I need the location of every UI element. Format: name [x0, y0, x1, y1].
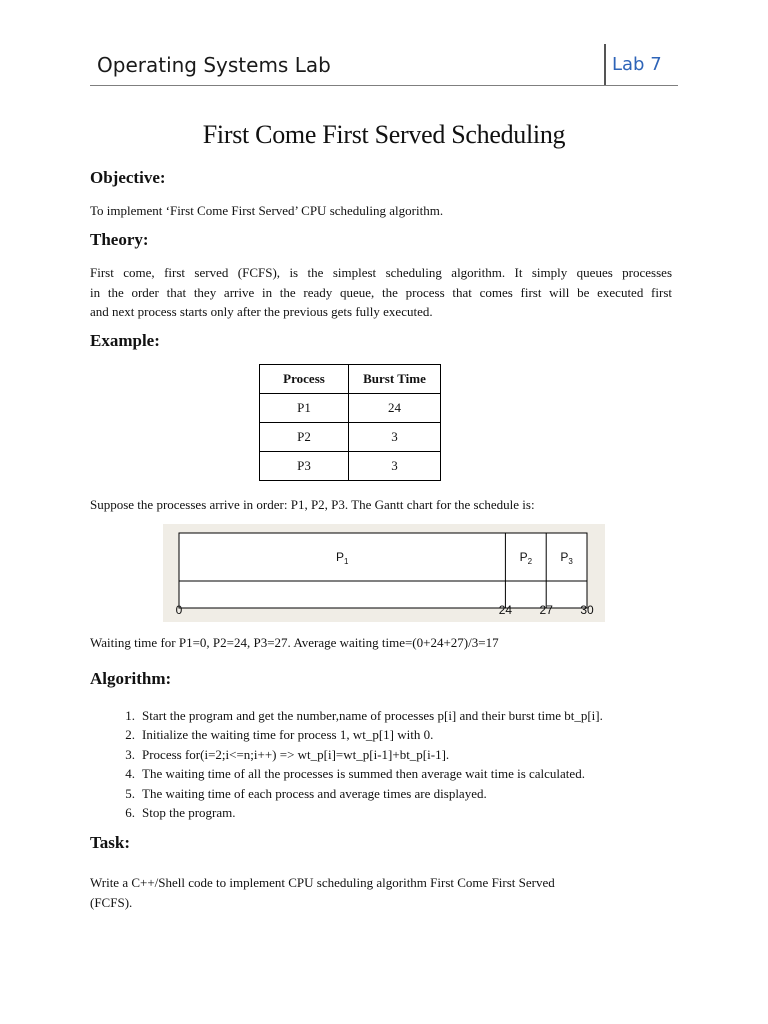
- gantt-segment-label: $P_3$: [560, 550, 573, 566]
- gantt-chart: [163, 524, 605, 622]
- objective-heading: Objective:: [90, 168, 166, 187]
- gantt-tick-label: 0: [175, 603, 183, 617]
- gantt-tick-label: 27: [539, 603, 553, 617]
- algorithm-heading: Algorithm:: [90, 669, 172, 688]
- table-header-row: [260, 365, 441, 394]
- process-cell: P3: [260, 452, 349, 481]
- process-cell: P2: [260, 423, 349, 452]
- task-paragraph: [90, 873, 555, 912]
- list-item: 6. Stop the program.: [125, 804, 236, 820]
- table-row: [260, 394, 441, 423]
- burst-time-table: [259, 364, 441, 481]
- task-line: (FCFS).: [90, 894, 133, 910]
- task-line: Write a C++/Shell code to implement CPU scheduling algorithm First Come First Served: [90, 875, 555, 890]
- list-item: 5. The waiting time of each process and average times are displayed.: [125, 785, 487, 801]
- objective-text: To implement ‘First Come First Served’ CPU scheduling algorithm.: [90, 203, 444, 218]
- burst-time-cell: 3: [349, 423, 441, 452]
- lab-number: Lab 7: [612, 54, 662, 75]
- column-header-process: Process: [260, 365, 349, 394]
- list-item: 1. Start the program and get the number,name of processes p[i] and their burst time bt_p[i].: [125, 708, 603, 723]
- gantt-chart-svg: [163, 524, 605, 622]
- page-header: [90, 44, 678, 86]
- list-item: 2. Initialize the waiting time for process 1, wt_p[1] with 0.: [125, 727, 434, 743]
- header-divider: [604, 44, 606, 85]
- gantt-segment-label: $P_1$: [335, 550, 349, 566]
- gantt-segment-label: $P_2$: [519, 550, 533, 566]
- algorithm-steps: [90, 706, 603, 822]
- theory-line: First come, first served (FCFS), is the simplest scheduling algorithm. It simply queues processes: [90, 265, 672, 280]
- header-title: Operating Systems Lab: [97, 53, 331, 77]
- burst-time-cell: 3: [349, 452, 441, 481]
- process-cell: P1: [260, 394, 349, 423]
- theory-heading: Theory:: [90, 230, 149, 249]
- list-item: 3. Process for(i=2;i<=n;i++) => wt_p[i]=wt_p[i-1]+bt_p[i-1].: [125, 746, 450, 762]
- theory-line: in the order that they arrive in the ready queue, the process that comes first will be executed first: [90, 284, 672, 300]
- column-header-burst-time: Burst Time: [349, 365, 441, 394]
- theory-line: and next process starts only after the previous gets fully executed.: [90, 304, 433, 319]
- gantt-axis-strip: [179, 581, 587, 608]
- gantt-intro: Suppose the processes arrive in order: P1, P2, P3. The Gantt chart for the schedule is:: [90, 497, 535, 512]
- table-row: [260, 423, 441, 452]
- table-row: [260, 452, 441, 481]
- page-title: First Come First Served Scheduling: [202, 120, 566, 149]
- list-item: 4. The waiting time of all the processes is summed then average wait time is calculated.: [125, 766, 585, 782]
- theory-paragraph: [90, 263, 672, 322]
- burst-time-cell: 24: [349, 394, 441, 423]
- waiting-time-text: Waiting time for P1=0, P2=24, P3=27. Average waiting time=(0+24+27)/3=17: [90, 635, 499, 650]
- example-heading: Example:: [90, 331, 160, 350]
- gantt-tick-label: 24: [498, 603, 513, 617]
- gantt-tick-label: 30: [580, 603, 594, 617]
- task-heading: Task:: [90, 833, 131, 852]
